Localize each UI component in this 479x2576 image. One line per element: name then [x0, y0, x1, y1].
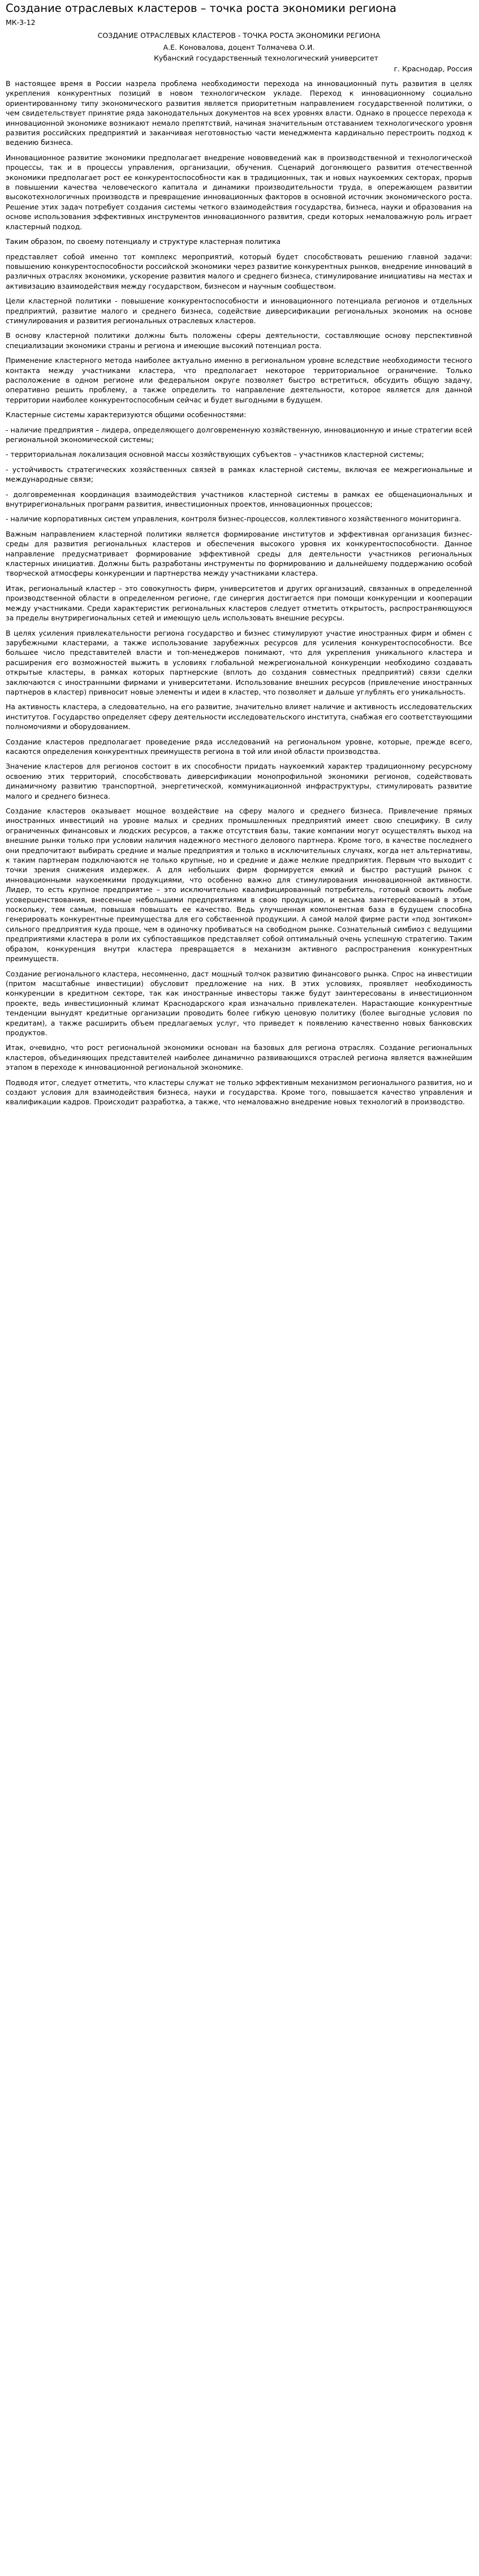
document-code: МК-3-12 — [6, 18, 36, 27]
paragraph: Подводя итог, следует отметить, что кластеры служат не только эффективным механизмом регионального развития, но и создают условия для взаимодействия бизнеса, науки и государства. Кроме того, повышается качество управления и квалификации кадров. Происходит разработка, а также, что немаловажно внедрение новых технологий в производство. — [6, 1078, 472, 1107]
authors-line: А.Е. Коновалова, доцент Толмачева О.И. — [163, 43, 315, 52]
paragraph: Создание кластеров оказывает мощное воздействие на сферу малого и среднего бизнеса. Привлечение прямых иностранных инвестиций на уровне малых и средних промышленных предприятий имеет свою специфику. В силу ограниченных финансовых и людских ресурсов, а также отсутствия базы, такие компании могут осуществлять выход на внешние рынки только при условии наличия надежного местного делового партнера. Кроме того, в качестве последнего они предпочитают выбирать средние и малые предприятия и только в исключительных случаях, когда нет альтернативы, к таким партнерам подключаются не только крупные, но и средние и даже мелкие предприятия. Первым что выходит с точки зрения снижения издержек. А для небольших фирм формируется емкий и быстро растущий рынок с инновационными наукоемкими продукциями, что особенно важно для стимулирования инновационной активности. Лидер, то есть крупное предприятие – это исключительно квалифицированный потребитель, готовый освоить любые усовершенствования, внесенные небольшими предприятиями в свою продукцию, и весьма заинтересованный в этом, поскольку, тем самым, повышая повышать ее качество. Ведь улучшенная компонентная база в будущем способна генерировать конкурентные преимущества для его собственной продукции. А самой малой фирме расти «под зонтиком» сильного предприятия куда проще, чем в одиночку пробиваться на свободном рынке. Сознательный симбиоз с ведущими предприятиями кластера в роли их субпоставщиков представляет собой оптимальный очень успешную стратегию. Таким образом, конкуренция внутри кластера превращается в механизм активного распространения конкурентных преимуществ. — [6, 807, 472, 963]
paragraph: Применение кластерного метода наиболее актуально именно в региональном уровне вследствие необходимости тесного контакта между участниками кластера, что предполагает некоторое территориальное ограничение. Только расположение в одном регионе или федеральном округе позволяет быстро встретиться, обсудить общую задачу, оперативно решить проблему, а также определить то направление деятельности, которое является для данной территории наиболее конкурентоспособным сейчас и будет выгодными в будущем. — [6, 356, 472, 404]
paragraph: На активность кластера, а следовательно, на его развитие, значительно влияет наличие и активность исследовательских институтов. Государство определяет сферу деятельности исследовательского института, снабжая его соответствующими полномочиями и оборудованием. — [6, 702, 472, 731]
paragraph: В основу кластерной политики должны быть положены сферы деятельности, составляющие основу перспективной специализации экономики страны и региона и имеющие высокий потенциал роста. — [6, 331, 472, 350]
paragraph: Цели кластерной политики - повышение конкурентоспособности и инновационного потенциала регионов и отдельных предприятий, развитие малого и среднего бизнеса, содействие диверсификации региональных экономик на основе стимулирования и развития региональных отраслевых кластеров. — [6, 297, 472, 325]
paragraph: В настоящее время в России назрела проблема необходимости перехода на инновационный путь развития в целях укрепления конкурентных позиций в новом технологическом укладе. Переход к инновационному социально ориентированному типу экономического развития является приоритетным направлением государственной политики, о чем свидетельствует принятие ряда законодательных документов на всех уровнях власти. Однако в процессе перехода к инновационной экономике возникают немало препятствий, начиная значительным отставанием технологического уровня развития российских предприятий и заканчивая неготовностью части менеджмента кардинально перестроить подход к ведению бизнеса. — [6, 79, 472, 147]
paragraph: Итак, очевидно, что рост региональной экономики основан на базовых для региона отраслях. Создание региональных кластеров, объединяющих представителей наиболее динамично развивающихся отраслей региона является важнейшим этапом в переходе к инновационной региональной экономике. — [6, 1043, 472, 1072]
paragraph: Важным направлением кластерной политики является формирование институтов и эффективная организация бизнес-среды для развития региональных кластеров и обеспечения высокого уровня их конкурентоспособности. Данное направление предусматривает формирование эффективной среды для деятельности участников региональных кластерных инициатив. Должны быть разработаны инструменты по формированию и дальнейшему поддержанию особой творческой атмосферы конкуренции и партнерства между участниками кластера. — [6, 529, 472, 578]
paragraph: Инновационное развитие экономики предполагает внедрение нововведений как в производственной и технологической процессы, так и в процессы управления, организации, обучения. Сценарий догоняющего развития отечественной экономики предполагает рост ее конкурентоспособности как в традиционных, так и новых наукоемких секторах, прорыв в повышении качества человеческого капитала и динамики производительности труда, в опережающем развитии высокотехнологичных производств и превращение инновационных факторов в основной источник экономического роста. Решение этих задач потребует создания системы четкого взаимодействия государства, бизнеса, науки и образования на основе использования эффективных инструментов инновационного развития, среди которых немаловажную роль играет кластерный подход. — [6, 153, 472, 231]
document-title: Создание отраслевых кластеров – точка роста экономики региона — [6, 2, 396, 15]
paragraph: Создание кластеров предполагает проведение ряда исследований на региональном уровне, которые, прежде всего, касаются определения конкурентных преимуществ региона в той или иной области производства. — [6, 737, 472, 756]
place-line: г. Краснодар, Россия — [394, 65, 472, 73]
article-body — [6, 79, 472, 1107]
paragraph: Значение кластеров для регионов состоит в их способности придать наукоемкий характер традиционному ресурсному освоению этих территорий, способствовать диверсификации монопрофильной экономики регионов, содействовать динамичному развитию транспортной, энергетической, коммуникационной инфраструктуры, стимулировать развитие малого и среднего бизнеса. — [6, 762, 472, 800]
list-item: - наличие предприятия – лидера, определяющего долговременную хозяйственную, инновационную и иные стратегии всей региональной экономической системы; — [6, 425, 472, 444]
paragraph: В целях усиления привлекательности региона государство и бизнес стимулируют участие иностранных фирм и обмен с зарубежными кластерами, а также использование зарубежных ресурсов для усиления конкурентоспособности. Все большее число представителей власти и топ-менеджеров понимают, что для укрепления уникального кластера и расширения его возможностей выжить в условиях глобальной межрегиональной конкуренции необходимо создавать открытые кластеры, в рамках которых партнерские (вплоть до создания совместных предприятий) связи сделки заключаются с иностранными фирмами и университетами. Использование внешних ресурсов (привлечение иностранных партнеров в кластер) привносит новые элементы и идеи в кластер, что позволяет и дальше углублять его уникальность. — [6, 628, 472, 696]
list-item: - устойчивость стратегических хозяйственных связей в рамках кластерной системы, включая ее межрегиональные и международные связи; — [6, 465, 472, 484]
list-item: - долговременная координация взаимодействия участников кластерной системы в рамках ее общенациональных и внутрирегиональных программ развития, инвестиционных проектов, инновационных процессов; — [6, 490, 472, 509]
paragraph: Таким образом, по своему потенциалу и структуре кластерная политика — [6, 237, 281, 246]
article-heading: СОЗДАНИЕ ОТРАСЛЕВЫХ КЛАСТЕРОВ - ТОЧКА РОСТА ЭКОНОМИКИ РЕГИОНА — [97, 31, 381, 40]
organization-line: Кубанский государственный технологический университет — [154, 54, 378, 62]
list-item: - наличие корпоративных систем управления, контроля бизнес-процессов, коллективного хозяйственного мониторинга. — [6, 515, 461, 524]
list-item: - территориальная локализация основной массы хозяйствующих субъектов – участников кластерной системы; — [6, 450, 424, 459]
paragraph: Создание регионального кластера, несомненно, даст мощный толчок развитию финансового рынка. Спрос на инвестиции (притом масштабные инвестиции) обусловит предложение на них. В этих условиях, проявляет необходимость конкуренции в кредитном секторе, так как иностранные инвесторы также будут заинтересованы в инвестиционном проекте, ведь инвестиционный климат Краснодарского края изначально привлекателен. Нарастающие конкурентные тенденции вынудят кредитные организации проводить более гибкую ценовую политику (более выгодные условия по кредитам), а также расширить объем предлагаемых услуг, что приведет к появлению качественно новых банковских продуктов. — [6, 969, 472, 1037]
paragraph: Кластерные системы характеризуются общими особенностями: — [6, 410, 247, 419]
article — [0, 0, 479, 1117]
paragraph: представляет собой именно тот комплекс мероприятий, который будет способствовать решению главной задачи: повышению конкурентоспособности российской экономики через развитие конкурентных рынков, внедрение инноваций в различных отраслях экономики, ускорение развития малого и среднего бизнеса, стимулирование инициативы на местах и активизацию взаимодействия между государством, бизнесом и научным сообществом. — [6, 252, 472, 290]
paragraph: Итак, региональный кластер – это совокупность фирм, университетов и других организаций, связанных в определенной производственной области в определенном регионе, где синергия достигается при помощи конкуренции и кооперации между участниками. Среди характеристик региональных кластеров следует отметить открытость, распространяющуюся за пределы внутрирегиональных сетей и имеющую цель использовать внешние ресурсы. — [6, 584, 472, 623]
